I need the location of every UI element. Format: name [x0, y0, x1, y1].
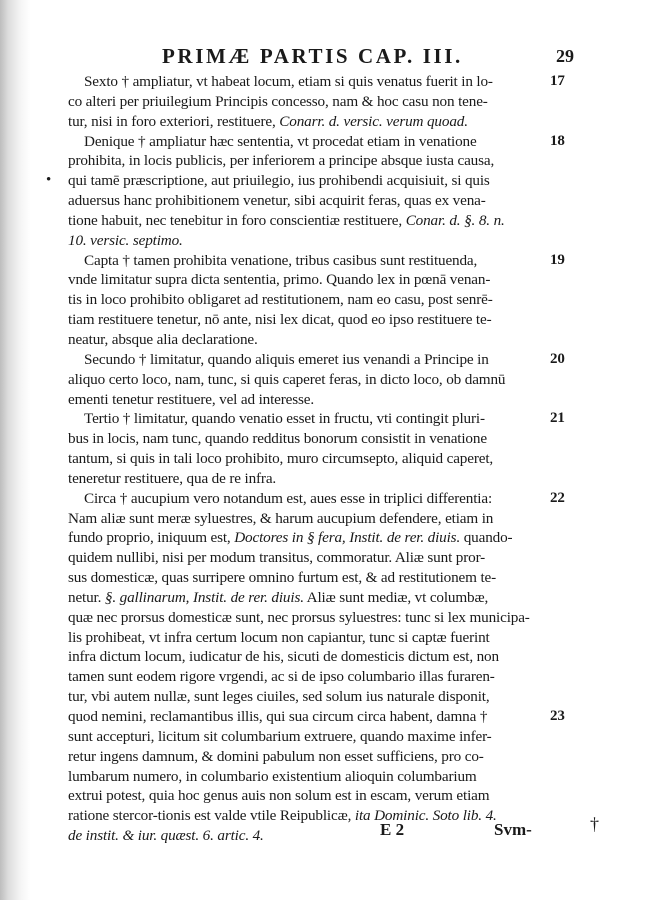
line-text-continued: quando- [460, 529, 513, 547]
line-text: quidem nullibi, nisi per modum transitus, commoratur. Aliæ sunt pror- [68, 549, 486, 567]
citation-text: Doctores in § fera, Instit. de rer. diuis. [234, 529, 461, 547]
line-text: sunt accepturi, licitum sit columbarium extruere, quando maxime infer- [68, 727, 492, 745]
line-text: Tertio † limitatur, quando venatio esset in fructu, vti contingit pluri- [84, 410, 485, 428]
line-text: ratione stercor-tionis est valde vtile Reipublicæ, [68, 807, 355, 825]
line-text: Sexto † ampliatur, vt habeat locum, etiam si quis venatus fuerit in lo- [84, 73, 493, 90]
text-line [68, 628, 542, 648]
line-text: retur ingens damnum, & domini pabulum non esset sufficiens, pro co- [68, 747, 484, 765]
marginal-number: 20 [550, 350, 565, 367]
line-text: ementi tenetur restituere, vel ad interesse. [68, 390, 314, 408]
text-line [68, 647, 542, 667]
text-line [68, 489, 565, 509]
line-text: quod nemini, reclamantibus illis, qui sua circum circa habent, damna † [68, 708, 488, 725]
running-title: PRIMÆ PARTIS CAP. III. [162, 44, 463, 68]
text-line [68, 409, 565, 429]
text-line [68, 608, 542, 628]
citation-text: 10. versic. septimo. [68, 231, 183, 249]
scan-binding-shadow [0, 0, 30, 900]
line-text: tiam restituere tenetur, nō ante, nisi lex dicat, quod eo ipso restituere te- [68, 311, 492, 329]
line-text: Circa † aucupium vero notandum est, aues esse in triplici differentia: [84, 489, 493, 507]
line-text: aduersus hanc prohibitionem venetur, sibi acquirit feras, quas ex vena- [68, 192, 486, 210]
text-line [68, 469, 542, 489]
text-line [68, 727, 542, 747]
citation-text: de instit. & iur. quæst. 6. artic. 4. [68, 827, 264, 845]
line-text: qui tamē præscriptione, aut priuilegio, ius prohibendi acquisiuit, si quis [68, 172, 490, 190]
line-text: quæ nec prorsus domesticæ sunt, nec prorsus syluestres: tunc si lex municipa- [68, 608, 530, 626]
marginal-number: 23 [550, 708, 565, 724]
text-line [68, 231, 542, 251]
text-line [68, 707, 565, 727]
text-line [68, 370, 542, 390]
line-text: lis prohibeat, vt infra certum locum non capiantur, tunc si captæ fuerint [68, 628, 490, 646]
text-line [68, 429, 542, 449]
text-line [68, 72, 565, 92]
line-text: Capta † tamen prohibita venatione, tribus casibus sunt restituenda, [84, 251, 478, 269]
line-text: prohibita, in locis publicis, per inferiorem a principe absque iusta causa, [68, 152, 495, 170]
citation-text: Conar. d. §. 8. n. [405, 211, 505, 229]
line-text: vnde limitatur supra dicta sententia, primo. Quando lex in pœnā venan- [68, 271, 491, 289]
line-text: co alteri per priuilegium Principis concesso, nam & hoc casu non tene- [68, 92, 488, 110]
text-line [68, 767, 542, 787]
text-line [68, 568, 542, 588]
text-line [68, 191, 542, 211]
line-text: teneretur restituere, qua de re infra. [68, 469, 277, 487]
folio-number: 29 [556, 46, 574, 66]
citation-text: §. gallinarum, Instit. de rer. diuis. [104, 588, 304, 606]
line-text: sus domesticæ, quas surripere omnino furtum est, & ad restitutionem te- [68, 569, 497, 587]
text-line [68, 548, 542, 568]
text-line [68, 747, 542, 767]
marginal-number: 17 [550, 73, 565, 89]
line-text: Secundo † limitatur, quando aliquis emeret ius venandi a Principe in [84, 350, 489, 368]
citation-text: Conarr. d. versic. verum quoad. [279, 112, 468, 130]
line-text: neatur, absque alia declaratione. [68, 330, 258, 348]
citation-text: ita Dominic. Soto lib. 4. [354, 807, 497, 825]
line-text: Nam aliæ sunt meræ syluestres, & harum aucupium defendere, etiam in [68, 509, 494, 527]
text-line [68, 310, 542, 330]
text-line [68, 786, 542, 806]
text-line [68, 667, 542, 687]
line-text: extrui potest, quia hoc genus auis non solum est in escam, verum etiam [68, 787, 490, 805]
text-line [68, 390, 542, 410]
dagger-mark: † [590, 814, 599, 834]
catchword: Svm- [494, 820, 532, 839]
running-head [58, 44, 574, 72]
line-text: tione habuit, nec tenebitur in foro conscientiæ restituere, [68, 211, 406, 229]
body-text [46, 72, 565, 846]
line-text: bus in locis, nam tunc, quando redditus bonorum consistit in venatione [68, 430, 487, 448]
text-line [68, 132, 565, 152]
text-line [68, 826, 542, 846]
text-line [68, 151, 542, 171]
text-line [68, 112, 542, 132]
line-text: Denique † ampliatur hæc sententia, vt procedat etiam in venatione [84, 132, 477, 150]
text-line [68, 290, 542, 310]
line-text: infra dictum locum, iudicatur de his, sicuti de domesticis dictum est, non [68, 648, 499, 666]
line-text: tur, nisi in foro exteriori, restituere, [68, 112, 280, 130]
text-line [68, 350, 565, 370]
book-page [46, 44, 599, 864]
margin-dot: • [46, 172, 52, 189]
text-line [68, 588, 542, 608]
text-line [68, 449, 542, 469]
marginal-number: 22 [550, 489, 565, 506]
text-line [68, 330, 542, 350]
line-text: tur, vbi autem nullæ, sunt leges ciuiles, sed solum ius naturale disponit, [68, 688, 490, 706]
line-text: fundo proprio, iniquum est, [68, 529, 235, 547]
line-text: tis in loco prohibito obligaret ad restitutionem, nam eo casu, post senrē- [68, 291, 493, 309]
text-line [68, 806, 542, 826]
line-text: tantum, si quis in tali loco prohibito, muro circumsepto, aliquid caperet, [68, 450, 494, 468]
marginal-number: 18 [550, 132, 565, 149]
line-text: aliquo certo loco, nam, tunc, si quis caperet feras, in dicto loco, ob damnū [68, 370, 506, 388]
text-line [68, 92, 542, 112]
text-line [46, 171, 542, 191]
text-line [68, 528, 542, 548]
text-line [68, 687, 542, 707]
line-text: netur. [68, 588, 105, 606]
text-line [68, 270, 542, 290]
line-text-continued: Aliæ sunt mediæ, vt columbæ, [303, 588, 489, 606]
line-text: lumbarum numero, in columbario existentium alioquin columbarium [68, 767, 477, 785]
marginal-number: 19 [550, 251, 565, 268]
signature-mark: E 2 [380, 820, 405, 839]
text-line [68, 509, 542, 529]
marginal-number: 21 [550, 410, 565, 427]
line-text: tamen sunt eodem rigore vrgendi, ac si de ipso columbario illas furaren- [68, 668, 495, 686]
text-line [68, 251, 565, 271]
text-line [68, 211, 542, 231]
